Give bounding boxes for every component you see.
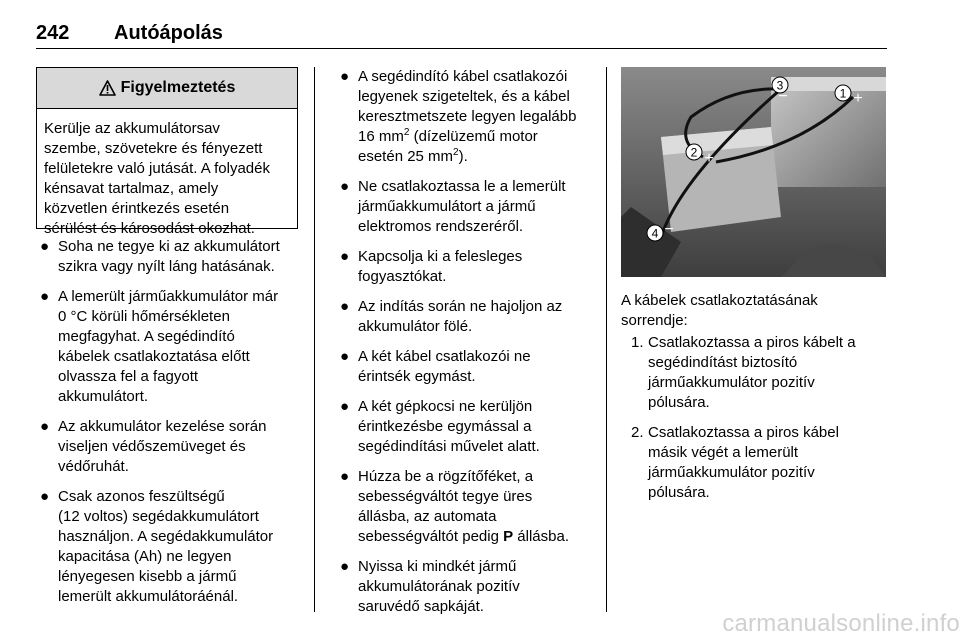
line: A segédindító kábel csatlakozói xyxy=(358,68,568,85)
list-item xyxy=(336,297,598,337)
line: érintkezésbe egymással a xyxy=(358,418,532,435)
battery-illustration xyxy=(621,67,886,277)
line: segédindítási művelet alatt. xyxy=(358,438,540,455)
line: saruvédő sapkáját. xyxy=(358,598,484,615)
bullet-icon: ● xyxy=(340,178,350,195)
page-header xyxy=(36,22,223,45)
minus-icon: − xyxy=(778,88,788,105)
line: pólusára. xyxy=(648,394,710,411)
line: fogyasztókat. xyxy=(358,268,447,285)
line: sebességváltót tegye üres xyxy=(358,488,533,505)
line: járműakkumulátor pozitív xyxy=(648,374,815,391)
callout-label: 4 xyxy=(651,226,659,241)
warning-line: közvetlen érintkezés esetén xyxy=(44,200,230,217)
watermark: carmanualsonline.info xyxy=(722,610,960,637)
donor-battery xyxy=(771,77,886,187)
page-number: 242 xyxy=(36,22,70,44)
line: olvassza fel a fagyott xyxy=(58,368,199,385)
line: segédindítást biztosító xyxy=(648,354,798,371)
list-item xyxy=(36,287,301,407)
gear-position: P xyxy=(503,528,514,545)
line: kábelek csatlakoztatása előtt xyxy=(58,348,250,365)
list-item xyxy=(621,423,886,503)
header-rule xyxy=(36,48,887,49)
warning-line: sérülést és károsodást okozhat. xyxy=(44,220,255,237)
line: kapacitása (Ah) ne legyen xyxy=(58,548,232,565)
bullet-icon: ● xyxy=(340,398,350,415)
bullet-icon: ● xyxy=(40,418,50,435)
warning-line: felületekre való jutását. A folyadék xyxy=(44,160,270,177)
line xyxy=(358,127,598,147)
minus-icon: − xyxy=(664,221,674,238)
connection-steps xyxy=(621,333,886,513)
line: lemerült akkumulátoráénál. xyxy=(58,588,239,605)
page-title: Autóápolás xyxy=(114,22,223,44)
text: (dízelüzemű motor xyxy=(409,128,538,145)
line: elektromos rendszeréről. xyxy=(358,218,524,235)
bullet-icon: ● xyxy=(340,298,350,315)
line: A két kábel csatlakozói ne xyxy=(358,348,531,365)
line: Soha ne tegye ki az akkumulátort xyxy=(58,238,280,255)
line: viseljen védőszemüveget és xyxy=(58,438,246,455)
line: legyenek szigeteltek, és a kábel xyxy=(358,88,570,105)
battery-jump-start-photo xyxy=(621,67,886,277)
bullet-icon: ● xyxy=(40,238,50,255)
column-divider xyxy=(606,67,607,612)
line: másik végét a lemerült xyxy=(648,444,799,461)
line: A lemerült járműakkumulátor már xyxy=(58,288,279,305)
warning-line: szembe, szövetekre és fényezett xyxy=(44,140,263,157)
line: akkumulátorának pozitív xyxy=(358,578,520,595)
line xyxy=(358,527,598,547)
line: keresztmetszete legyen legalább xyxy=(358,108,577,125)
step-number: 1. xyxy=(631,334,644,351)
list-item xyxy=(336,247,598,287)
bullet-icon: ● xyxy=(340,68,350,85)
bullet-icon: ● xyxy=(40,288,50,305)
line: Csatlakoztassa a piros kábelt a xyxy=(648,334,856,351)
warning-text xyxy=(37,109,297,239)
plus-icon: + xyxy=(704,150,714,167)
line: Ne csatlakoztassa le a lemerült xyxy=(358,178,566,195)
line: Nyissa ki mindkét jármű xyxy=(358,558,517,575)
warning-title: Figyelmeztetés xyxy=(120,79,236,96)
text: esetén 25 mm xyxy=(358,148,454,165)
list-item xyxy=(621,333,886,413)
figure-caption xyxy=(621,291,886,331)
bullet-icon: ● xyxy=(340,348,350,365)
line: járműakkumulátort a jármű xyxy=(358,198,536,215)
list-item xyxy=(36,487,301,607)
line: használjon. A segédakkumulátor xyxy=(58,528,274,545)
line: akkumulátor fölé. xyxy=(358,318,473,335)
list-item xyxy=(336,177,598,237)
line: szikra vagy nyílt láng hatásának. xyxy=(58,258,275,275)
bullet-icon: ● xyxy=(340,468,350,485)
warning-line: kénsavat tartalmaz, amely xyxy=(44,180,219,197)
line: Az indítás során ne hajoljon az xyxy=(358,298,563,315)
list-item xyxy=(36,237,301,277)
warning-header xyxy=(37,68,297,109)
line: lényegesen kisebb a jármű xyxy=(58,568,237,585)
line: A két gépkocsi ne kerüljön xyxy=(358,398,533,415)
line: Kapcsolja ki a felesleges xyxy=(358,248,523,265)
callout-label: 2 xyxy=(690,145,698,160)
bullet-icon: ● xyxy=(340,248,350,265)
superscript: 2 xyxy=(453,147,459,158)
line: Az akkumulátor kezelése során xyxy=(58,418,267,435)
superscript: 2 xyxy=(403,127,410,138)
warning-line: Kerülje az akkumulátorsav xyxy=(44,120,220,137)
column2-bullet-list xyxy=(336,67,598,627)
line: Csatlakoztassa a piros kábel xyxy=(648,424,839,441)
line: akkumulátort. xyxy=(58,388,149,405)
warning-box xyxy=(36,67,298,237)
text: állásba. xyxy=(513,528,569,545)
bullet-icon: ● xyxy=(40,488,50,505)
line: 0 °C körüli hőmérsékleten xyxy=(58,308,230,325)
line: Húzza be a rögzítőféket, a xyxy=(358,468,534,485)
line: védőruhát. xyxy=(58,458,129,475)
bullet-icon: ● xyxy=(340,558,350,575)
column-divider xyxy=(314,67,315,612)
line: járműakkumulátor pozitív xyxy=(648,464,815,481)
text: ). xyxy=(458,148,468,165)
line: érintsék egymást. xyxy=(358,368,476,385)
line: Csak azonos feszültségű xyxy=(58,488,225,505)
line: állásba, az automata xyxy=(358,508,497,525)
step-number: 2. xyxy=(631,424,644,441)
column1-bullet-list xyxy=(36,237,301,617)
line: pólusára. xyxy=(648,484,710,501)
plus-icon: + xyxy=(853,90,863,107)
caption-line: sorrendje: xyxy=(621,312,688,329)
text: sebességváltót pedig xyxy=(358,528,504,545)
callout-label: 1 xyxy=(839,86,847,101)
line xyxy=(358,147,598,167)
text: 16 mm xyxy=(358,128,404,145)
line: (12 voltos) segédakkumulátort xyxy=(58,508,259,525)
list-item xyxy=(336,347,598,387)
list-item xyxy=(336,467,598,547)
list-item xyxy=(36,417,301,477)
line: megfagyhat. A segédindító xyxy=(58,328,235,345)
callout-label: 3 xyxy=(776,78,784,93)
caption-line: A kábelek csatlakoztatásának xyxy=(621,292,818,309)
list-item xyxy=(336,557,598,617)
list-item xyxy=(336,67,598,167)
list-item xyxy=(336,397,598,457)
warning-triangle-icon xyxy=(99,80,116,96)
